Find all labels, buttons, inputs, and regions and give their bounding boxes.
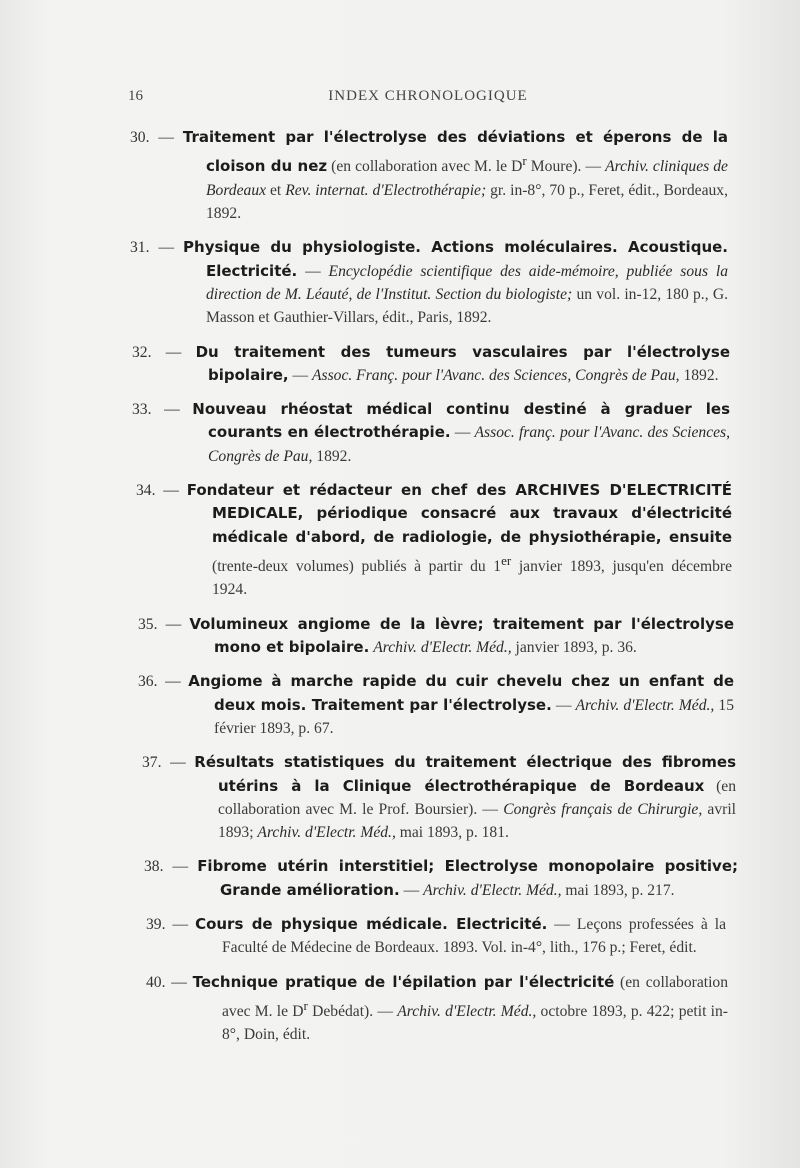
entry-number: 39. — [146,915,189,933]
entry-superscript: r [522,153,527,169]
entry-title: Physique du physiologiste. Actions moléculaires. Acoustique. Electricité. [183,238,728,280]
entry-number: 32. — [132,343,182,361]
entry-number: 36. — [138,673,181,691]
entry-body: janvier 1893, p. 36. [511,639,637,657]
entry-source: Archiv. d'Electr. Méd., [397,1003,537,1021]
entry-body: Moure). — [526,158,606,176]
entry-source: Archiv. d'Electr. Méd., [423,881,562,899]
entry-source: Assoc. franç. pour l'Avanc. des Sciences, Congrès de Pau, [208,424,731,465]
entry-title: Cours de physique médicale. Electricité. [195,914,548,933]
entry-superscript: er [501,552,512,568]
entry-title: Volumineux angiome de la lèvre; traitement par l'électrolyse mono et bipolaire. [189,614,734,657]
entry-body: — [297,262,329,280]
entry-source: Encyclopédie scientifique des aide-mémoire, publiée sous la direction de M. Léauté, de l'Institut. Section du biologiste; [206,262,728,303]
bibliography-entry-33 [132,398,731,468]
entry-title: Fondateur et rédacteur en chef des ARCHIVES D'ELECTRICITÉ MEDICALE, périodique consacré aux travaux d'électricité médicale d'abord, de radiologie, de physiothérapie, ensuite [186,481,733,546]
entry-source: Archiv. d'Electr. Méd., [575,696,715,714]
entry-body: 1892. [679,366,719,384]
entry-number: 33. — [132,401,180,419]
bibliography-entry-32 [132,341,730,388]
page-number: 16 [128,88,143,104]
entry-body: mai 1893, p. 181. [395,824,509,842]
entry-body: gr. in-8°, 70 p., Feret, édit., Bordeaux, 1892. [206,181,728,223]
entry-number: 40. — [146,973,187,991]
bibliography-entry-30 [130,126,728,225]
entry-body: (trente-deux volumes) publiés à partir du 1 [212,558,502,576]
entry-body: 1892. [312,447,352,465]
bibliography-entry-35 [138,613,734,660]
entry-body: octobre 1893, p. 422; petit in-8°, Doin, édit. [222,1003,728,1044]
entry-source: Rev. internat. d'Electrothérapie; [285,181,487,199]
bibliography-entry-36 [138,670,734,740]
entry-body: — [288,366,312,384]
bibliography-entry-40 [146,971,728,1047]
entry-title: Technique pratique de l'épilation par l'électricité [192,972,615,991]
entry-title: Angiome à marche rapide du cuir chevelu chez un enfant de deux mois. Traitement par l'électrolyse. [188,672,734,714]
entry-title: Résultats statistiques du traitement électrique des fibromes utérins à la Clinique électrothérapique de Bordeaux [194,753,736,795]
entry-source: Archiv. d'Electr. Méd., [373,639,512,657]
entry-body: — [551,696,576,714]
entry-number: 37. — [142,754,186,772]
entry-body: un vol. in-12, 180 p., G. Masson et Gauthier-Villars, édit., Paris, 1892. [206,285,728,327]
entry-title: Traitement par l'électrolyse des déviations et éperons de la cloison du nez [182,128,728,176]
bibliography-entry-34 [136,479,733,602]
entry-number: 34. — [136,482,179,500]
entry-body: (en collaboration avec M. le D [222,973,728,1021]
page-header [128,88,728,112]
entry-source: Archiv. cliniques de Bordeaux [206,158,728,199]
bibliography-entry-31 [130,236,728,329]
entry-body: et [266,181,286,199]
entry-body: 15 février 1893, p. 67. [214,696,734,737]
entry-body: mai 1893, p. 217. [561,881,675,899]
entry-superscript: r [303,997,308,1013]
entry-title: Fibrome utérin interstitiel; Electrolyse monopolaire positive; Grande amélioration. [197,857,738,899]
bibliography-list [0,126,800,1058]
entry-source: Assoc. Franç. pour l'Avanc. des Sciences, Congrès de Pau, [312,366,680,384]
entry-number: 30. — [130,129,174,146]
running-title: INDEX CHRONOLOGIQUE [328,88,528,104]
entry-title: Du traitement des tumeurs vasculaires par l'électrolyse bipolaire, [195,342,730,384]
entry-body: — Leçons professées à la Faculté de Médecine de Bordeaux. 1893. Vol. in-4°, lith., 176 p.; Feret, édit. [222,915,726,957]
entry-body: — [399,881,424,899]
entry-body: (en collaboration avec M. le Prof. Boursier). — [218,777,736,818]
bibliography-entry-38 [144,855,738,902]
bibliography-entry-39 [146,913,726,960]
entry-body: janvier 1893, jusqu'en décembre 1924. [212,558,732,599]
entry-body: Debédat). — [307,1003,398,1021]
entry-body: — [450,424,475,442]
entry-number: 35. — [138,615,182,633]
entry-source: Congrès français de Chirurgie, [503,800,703,818]
entry-number: 38. — [144,858,189,876]
entry-source: Archiv. d'Electr. Méd., [257,824,396,842]
bibliography-entry-37 [142,751,736,844]
entry-body: avril 1893; [218,800,736,842]
entry-body: (en collaboration avec M. le D [327,158,523,176]
entry-number: 31. — [130,239,175,257]
entry-title: Nouveau rhéostat médical continu destiné à graduer les courants en électrothérapie. [192,400,730,442]
